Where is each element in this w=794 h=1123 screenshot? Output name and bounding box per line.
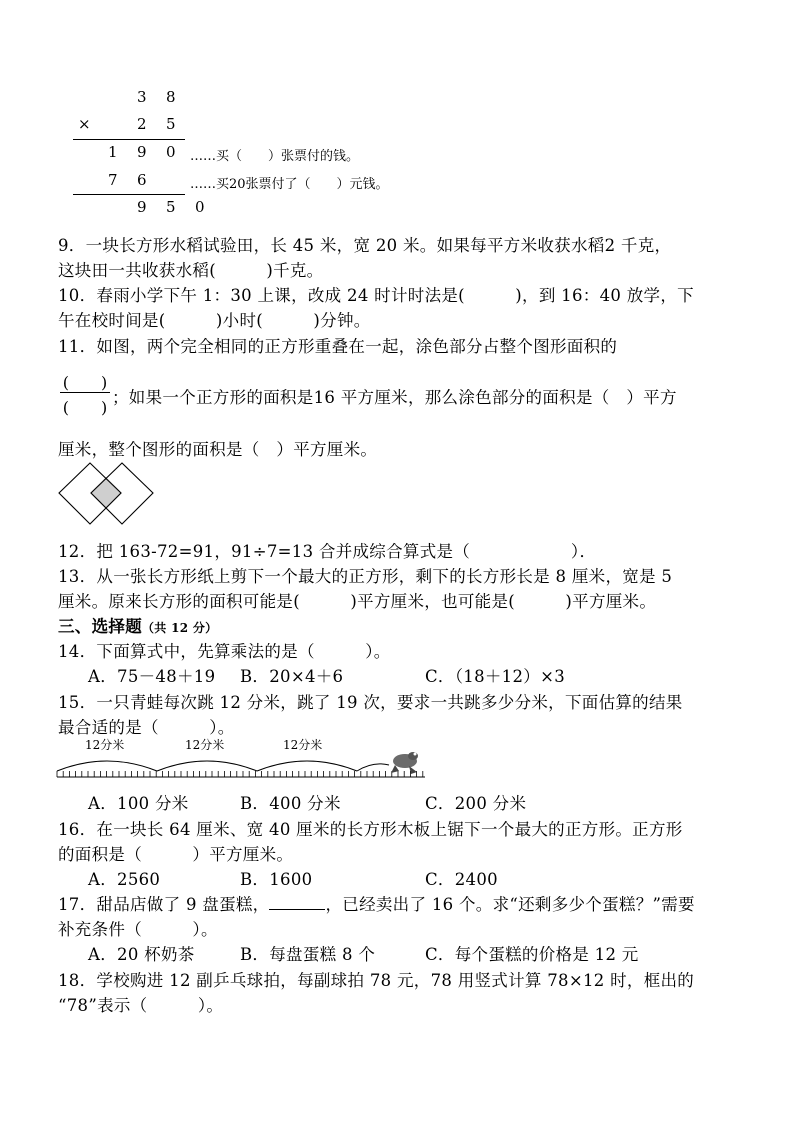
answer-blank	[269, 895, 325, 910]
overlapping-squares-figure	[58, 462, 158, 540]
digit: 7	[108, 171, 118, 189]
question-13-line-2: 厘米。原来长方形的面积可能是( )平方厘米，也可能是( )平方厘米。	[58, 592, 657, 611]
fraction-numerator: ( )	[62, 373, 108, 392]
digit: 1	[108, 143, 118, 161]
digit: 2	[137, 115, 147, 133]
jump-arc	[257, 761, 357, 771]
digit: 8	[166, 88, 176, 106]
digit: 9	[137, 198, 147, 216]
digit: 9	[137, 143, 147, 161]
option-b: B．400 分米	[240, 794, 341, 813]
question-16-line-1: 16．在一块长 64 厘米、宽 40 厘米的长方形木板上锯下一个最大的正方形。正方形	[58, 820, 683, 839]
option-a: A．75－48＋19	[88, 667, 216, 686]
shaded-overlap	[90, 477, 122, 509]
question-15-line-1: 15．一只青蛙每次跳 12 分米，跳了 19 次，要求一共跳多少分米，下面估算的结果	[58, 693, 683, 712]
question-17-text-b: ，已经卖出了 16 个。求“还剩多少个蛋糕？”需要	[325, 895, 695, 914]
jump-label: 12分米	[185, 738, 225, 752]
option-a: A．100 分米	[88, 794, 189, 813]
times-sign: ×	[78, 115, 91, 133]
option-c: C．200 分米	[425, 794, 527, 813]
digit: 3	[137, 88, 147, 106]
section-heading	[58, 613, 217, 637]
question-17-line-2: 补充条件（ ）。	[58, 920, 218, 939]
annotation: ……买（ ）张票付的钱。	[190, 149, 360, 164]
rule-line	[73, 139, 185, 140]
option-b: B．20×4＋6	[240, 667, 344, 686]
option-c: C．2400	[425, 870, 498, 889]
frog-jump-number-line	[55, 735, 430, 780]
rule-line	[73, 194, 185, 195]
option-b: B．1600	[240, 870, 313, 889]
option-b: B．每盘蛋糕 8 个	[240, 945, 376, 964]
fraction-denominator: ( )	[62, 398, 108, 417]
question-18-line-2: “78”表示（ ）。	[58, 996, 224, 1015]
jump-arc	[57, 761, 157, 771]
question-11-line-3: 厘米，整个图形的面积是（ ）平方厘米。	[58, 440, 378, 459]
annotation: ……买20张票付了（ ）元钱。	[190, 177, 389, 192]
frog-icon	[391, 752, 418, 774]
option-c: C．每个蛋糕的价格是 12 元	[425, 945, 639, 964]
digit: 0	[195, 198, 205, 216]
option-a: A．2560	[88, 870, 161, 889]
jump-label: 12分米	[283, 738, 323, 752]
digit: 5	[166, 198, 176, 216]
jump-arc-partial	[357, 764, 389, 771]
question-11-line-1: 11．如图，两个完全相同的正方形重叠在一起，涂色部分占整个图形面积的	[58, 337, 618, 356]
question-13-line-1: 13．从一张长方形纸上剪下一个最大的正方形，剩下的长方形长是 8 厘米，宽是 5	[58, 567, 673, 586]
question-16-line-2: 的面积是（ ）平方厘米。	[58, 845, 294, 864]
question-10-line-2: 午在校时间是( )小时( )分钟。	[58, 311, 371, 330]
digit: 6	[137, 171, 147, 189]
section-title: 三、选择题	[58, 617, 142, 636]
question-10-line-1: 10．春雨小学下午 1：30 上课，改成 24 时计时法是( )，到 16：40 放学，下	[58, 286, 694, 305]
question-12-line-1: 12．把 163-72=91，91÷7=13 合并成综合算式是（ ）．	[58, 542, 597, 561]
option-a: A．20 杯奶茶	[88, 945, 195, 964]
number-line-ticks	[57, 771, 423, 777]
question-17-line-1	[58, 891, 695, 915]
question-17-text-a: 17．甜品店做了 9 盘蛋糕，	[58, 895, 270, 914]
question-15-line-2: 最合适的是（ ）。	[58, 718, 235, 737]
question-14-line-1: 14．下面算式中，先算乘法的是（ ）。	[58, 642, 391, 661]
fraction-bar	[60, 392, 110, 393]
question-18-line-1: 18．学校购进 12 副乒乓球拍，每副球拍 78 元，78 用竖式计算 78×12 时，框出的	[58, 971, 695, 990]
digit: 5	[166, 115, 176, 133]
option-c: C．（18＋12）×3	[425, 667, 565, 686]
question-9-line-2: 这块田一共收获水稻( )千克。	[58, 261, 324, 280]
fraction-blank	[58, 370, 112, 416]
jump-arc	[157, 761, 257, 771]
digit: 0	[166, 143, 176, 161]
section-points: （共 12 分）	[142, 621, 218, 635]
jump-label: 12分米	[85, 738, 125, 752]
question-11-line-2: ；如果一个正方形的面积是16 平方厘米，那么涂色部分的面积是（ ）平方	[112, 388, 677, 407]
question-9-line-1: 9．一块长方形水稻试验田，长 45 米，宽 20 米。如果每平方米收获水稻2 千克，	[58, 236, 672, 255]
